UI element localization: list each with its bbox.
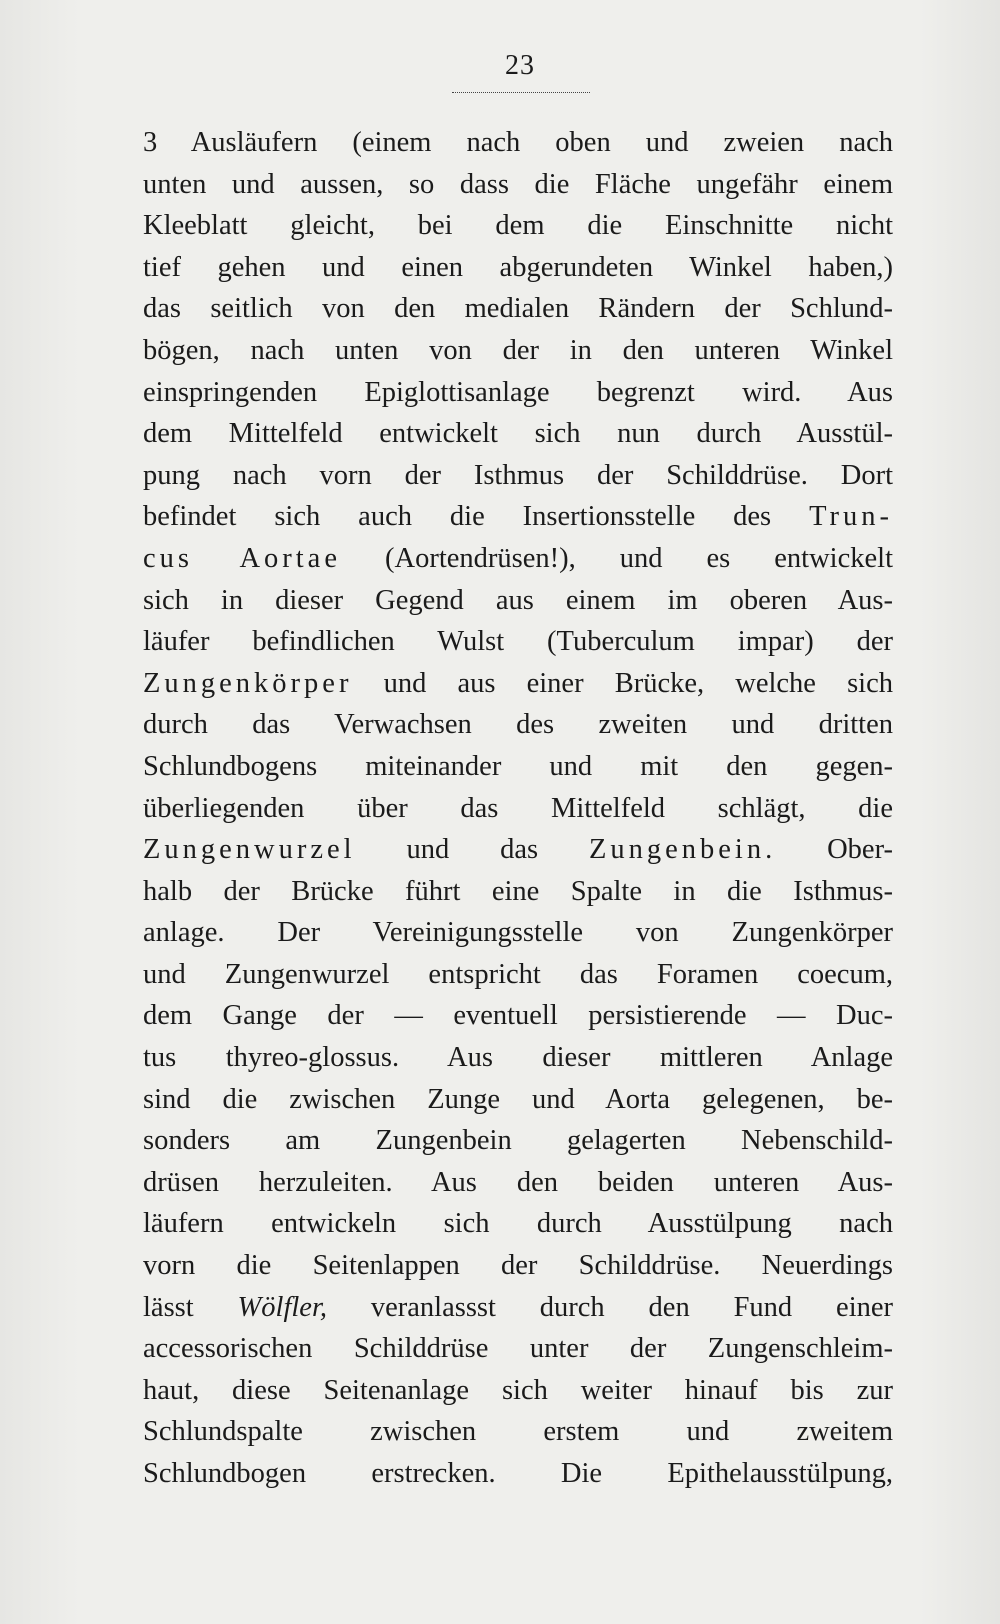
text-line	[143, 1079, 893, 1121]
text-segment: drüsen herzuleiten. Aus den beiden unteren Aus-	[143, 1166, 893, 1198]
text-line	[143, 330, 893, 372]
text-segment: dem Gange der — eventuell persistierende — Duc-	[143, 1000, 893, 1032]
text-line	[143, 413, 893, 455]
text-line	[143, 1120, 893, 1162]
text-segment: Schlundbogen erstrecken. Die Epithelausstülpung,	[143, 1458, 893, 1489]
text-segment: lässt	[143, 1291, 238, 1323]
text-line	[143, 1162, 893, 1204]
text-line	[143, 704, 893, 746]
text-line	[143, 912, 893, 954]
text-segment: bögen, nach unten von der in den unteren Winkel	[143, 334, 893, 366]
page-number: 23	[505, 50, 535, 81]
text-segment: läufern entwickeln sich durch Ausstülpung nach	[143, 1208, 893, 1240]
text-segment: und aus einer Brücke, welche sich	[352, 667, 893, 699]
spaced-term: Zungenwurzel	[143, 834, 356, 866]
text-segment: durch das Verwachsen des zweiten und dritten	[143, 709, 893, 741]
italic-name: Wölfler,	[237, 1291, 327, 1323]
text-segment: accessorischen Schilddrüse unter der Zungenschleim-	[143, 1333, 893, 1365]
text-segment: pung nach vorn der Isthmus der Schilddrüse. Dort	[143, 459, 893, 491]
text-line	[143, 1037, 893, 1079]
text-line	[143, 746, 893, 788]
text-segment: das seitlich von den medialen Rändern der Schlund-	[143, 293, 893, 325]
spaced-term: Zungenbein.	[588, 834, 777, 866]
text-segment: sich in dieser Gegend aus einem im oberen Aus-	[143, 584, 893, 616]
text-segment: halb der Brücke führt eine Spalte in die Isthmus-	[143, 875, 893, 907]
text-line	[143, 995, 893, 1037]
text-line	[143, 205, 893, 247]
text-segment: sind die zwischen Zunge und Aorta gelegenen, be-	[143, 1083, 893, 1115]
text-segment: tus thyreo-glossus. Aus dieser mittleren Anlage	[143, 1042, 893, 1074]
header-rule	[452, 92, 590, 93]
text-segment: und das	[355, 834, 589, 866]
text-line	[143, 788, 893, 830]
text-line	[143, 538, 893, 580]
text-segment: tief gehen und einen abgerundeten Winkel haben,)	[143, 251, 893, 283]
text-line	[143, 871, 893, 913]
text-line	[143, 1245, 893, 1287]
text-segment: (Aortendrüsen!), und es entwickelt	[340, 542, 893, 574]
text-line	[143, 247, 893, 289]
text-segment: vorn die Seitenlappen der Schilddrüse. Neuerdings	[143, 1250, 893, 1282]
text-line	[143, 372, 893, 414]
text-line	[143, 829, 893, 871]
text-line	[143, 663, 893, 705]
spaced-term: Zungenkörper	[143, 667, 353, 699]
text-line	[143, 1370, 893, 1412]
text-line	[143, 580, 893, 622]
text-line	[143, 455, 893, 497]
text-segment: anlage. Der Vereinigungsstelle von Zungenkörper	[143, 917, 893, 949]
text-segment: haut, diese Seitenanlage sich weiter hinauf bis zur	[143, 1374, 893, 1406]
text-segment: Kleeblatt gleicht, bei dem die Einschnitte nicht	[143, 210, 893, 242]
text-segment: Ober-	[776, 834, 893, 866]
text-line	[143, 1453, 893, 1495]
text-segment: läufer befindlichen Wulst (Tuberculum impar) der	[143, 626, 893, 658]
text-segment: und Zungenwurzel entspricht das Foramen coecum,	[143, 958, 893, 990]
text-segment: überliegenden über das Mittelfeld schlägt, die	[143, 792, 893, 824]
text-line	[143, 122, 893, 164]
text-line	[143, 621, 893, 663]
text-segment: 3 Ausläufern (einem nach oben und zweien nach	[143, 127, 893, 158]
text-line	[143, 1203, 893, 1245]
text-segment: befindet sich auch die Insertionsstelle des	[143, 501, 810, 533]
spaced-term: Trun-	[809, 501, 893, 533]
text-line	[143, 1411, 893, 1453]
text-segment: Schlundbogens miteinander und mit den gegen-	[143, 750, 893, 782]
text-line	[143, 164, 893, 206]
text-segment: einspringenden Epiglottisanlage begrenzt wird. Aus	[143, 376, 893, 408]
text-segment: sonders am Zungenbein gelagerten Nebenschild-	[143, 1125, 893, 1157]
text-line	[143, 1328, 893, 1370]
spaced-term: cus Aortae	[143, 542, 341, 574]
text-line	[143, 954, 893, 996]
text-segment: Schlundspalte zwischen erstem und zweitem	[143, 1416, 893, 1448]
body-text	[143, 122, 893, 1495]
text-line	[143, 288, 893, 330]
text-segment: veranlassst durch den Fund einer	[327, 1291, 893, 1323]
text-line	[143, 1287, 893, 1329]
text-segment: unten und aussen, so dass die Fläche ungefähr einem	[143, 168, 893, 200]
text-segment: dem Mittelfeld entwickelt sich nun durch Ausstül-	[143, 418, 893, 450]
text-line	[143, 496, 893, 538]
